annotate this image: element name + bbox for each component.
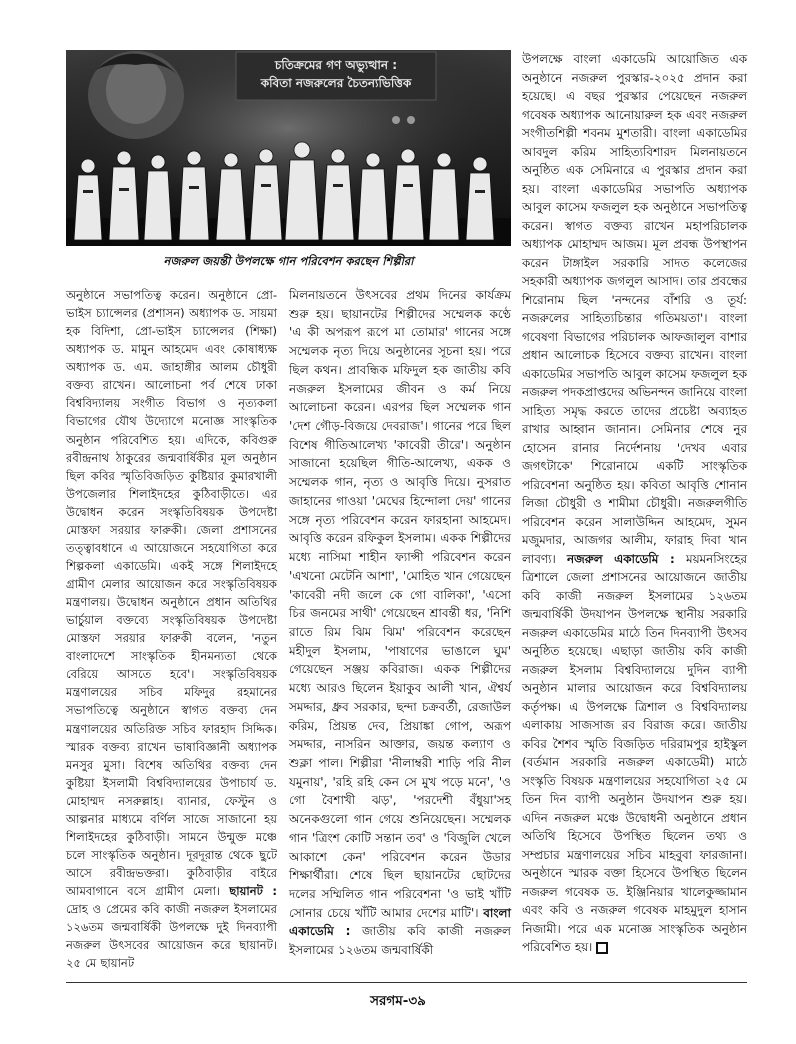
bangla-academy-paragraph: জাতীয় কবি কাজী নজরুল ইসলামের ১২৬তম জন্মবার্ষিকী [289,924,511,958]
bangla-academy-heading: বাংলা একাডেমি : [289,905,511,939]
nazrul-academy-paragraph: ময়মনসিংহের ত্রিশালে জেলা প্রশাসনের আয়োজনে জাতীয় কবি কাজী নজরুল ইসলামের ১২৬তম জন্মবার্ষিকী উদযাপন উপলক্ষে স্থানীয় সরকারি নজরুল একাডেমির মাঠে তিন দিনব্যাপী উৎসব অনুষ্ঠিত হয়েছে। এছাড়া জাতীয় কবি কাজী নজরুল ইসলাম বিশ্ববিদ্যালয়ে দুদিন ব্যাপী অনুষ্ঠান মালার আয়োজন করে বিশ্ববিদ্যালয় কর্তৃপক্ষ। এ উপলক্ষে ত্রিশাল ও বিশ্ববিদ্যালয় এলাকায় সাজসাজ রব বিরাজ করে। জাতীয় কবির শৈশব স্মৃতি বিজড়িত দরিরামপুর হাইস্কুল (বর্তমান সরকারি নজরুল একাডেমী) মাঠে সংস্কৃতি বিষয়ক মন্ত্রণালয়ের সহযোগিতা ২৫ মে তিন দিন ব্যাপী অনুষ্ঠান উদযাপন শুরু হয়। এদিন নজরুল মঞ্চে উদ্বোধনী অনুষ্ঠানে প্রধান অতিথি হিসেবে উপস্থিত ছিলেন তথ্য ও সম্প্রচার মন্ত্রণালয়ের সচিব মাহবুবা ফারজানা। অনুষ্ঠানে স্মারক বক্তা হিসেবে উপস্থিত ছিলেন নজরুল গবেষক ড. ইঞ্জিনিয়ার খালেকুজ্জামান এবং কবি ও নজরুল গবেষক মাহমুদুল হাসান নিজামী। পরে এক মনোজ্ঞ সাংস্কৃতিক অনুষ্ঠান পরিবেশিত হয়। [522,551,747,954]
nazrul-academy-heading: নজরুল একাডেমি : [566,551,675,566]
column-2-body [289,286,511,960]
article-column-2 [289,286,511,960]
photo-caption: নজরুল জয়ন্তী উপলক্ষে গান পরিবেশন করছেন শিল্পীরা [163,254,414,268]
chhayanaut-heading: ছায়ানট : [229,884,277,899]
column-3-paragraph: উপলক্ষে বাংলা একাডেমি আয়োজিত এক অনুষ্ঠানে নজরুল পুরস্কার-২০২৫ প্রদান করা হয়েছে। এ বছর পুরস্কার পেয়েছেন নজরুল গবেষক অধ্যাপক আনোয়ারুল হক এবং নজরুল সংগীতশিল্পী শবনম মুশতারী। বাংলা একাডেমির আবদুল করিম সাহিত্যবিশারদ মিলনায়তনে অনুষ্ঠিত এক সেমিনারে এ পুরস্কার প্রদান করা হয়। বাংলা একাডেমির সভাপতি অধ্যাপক আবুল কাসেম ফজলুল হক অনুষ্ঠানে সভাপতিত্ব করেন। স্বাগত বক্তব্য রাখেন মহাপরিচালক অধ্যাপক মোহাম্মদ আজম। মূল প্রবন্ধ উপস্থাপন করেন টাঙ্গাইল সরকারি সাদত কলেজের সহকারী অধ্যাপক জগলুল আসাদ। তার প্রবন্ধের শিরোনাম ছিল 'নন্দনের বাঁশরি ও তূর্য: নজরুলের সাহিত্যচিন্তার গতিময়তা'। বাংলা গবেষণা বিভাগের পরিচালক আফজালুল বাশার প্রধান আলোচক হিসেবে বক্তব্য রাখেন। বাংলা একাডেমির সভাপতি আবুল কাসেম ফজলুল হক নজরুল পদকপ্রাপ্তদের অভিনন্দন জানিয়ে বাংলা সাহিত্য সমৃদ্ধ করতে তাদের প্রচেষ্টা অব্যাহত রাখার আহ্বান জানান। সেমিনার শেষে নুর হোসেন রানার নির্দেশনায় 'দেখব এবার জগৎটাকে' শিরোনামে একটি সাংস্কৃতিক পরিবেশনা অনুষ্ঠিত হয়। কবিতা আবৃত্তি শোনান লিজা চৌধুরী ও শামীমা চৌধুরী। নজরুলগীতি পরিবেশন করেন সালাউদ্দিন আহমেদ, সুমন মজুমদার, আজগর আলীম, ফারাহ দিবা খান লাবণ্য। [522,52,747,566]
column-1-paragraph: অনুষ্ঠানে সভাপতিত্ব করেন। অনুষ্ঠানে প্রো-ভাইস চ্যান্সেলর (প্রশাসন) অধ্যাপক ড. সায়মা হক বিদিশা, প্রো-ভাইস চ্যান্সেলর (শিক্ষা) অধ্যাপক ড. মামুন আহমেদ এবং কোষাধ্যক্ষ অধ্যাপক ড. এম. জাহাঙ্গীর আলম চৌধুরী বক্তব্য রাখেন। আলোচনা পর্ব শেষে ঢাকা বিশ্ববিদ্যালয় সংগীত বিভাগ ও নৃত্যকলা বিভাগের যৌথ উদ্যোগে মনোজ্ঞ সাংস্কৃতিক অনুষ্ঠান পরিবেশিত হয়। এদিকে, কবিগুরু রবীন্দ্রনাথ ঠাকুরের জন্মবার্ষিকীর মূল অনুষ্ঠান ছিল কবির স্মৃতিবিজড়িত কুষ্টিয়ার কুমারখালী উপজেলার শিলাইদহের কুঠিবাড়ীতে। এর উদ্বোধন করেন সংস্কৃতিবিষয়ক উপদেষ্টা মোস্তফা সরয়ার ফারুকী। জেলা প্রশাসনের তত্ত্বাবধানে এ আয়োজনে সহযোগিতা করে শিল্পকলা একাডেমি। একই সঙ্গে শিলাইদহে গ্রামীণ মেলার আয়োজন করে সংস্কৃতিবিষয়ক মন্ত্রণালয়। উদ্বোধন অনুষ্ঠানে প্রধান অতিথির ভার্চুয়াল বক্তব্যে সংস্কৃতিবিষয়ক উপদেষ্টা মোস্তফা সরয়ার ফারুকী বলেন, 'নতুন বাংলাদেশে সাংস্কৃতিক হীনমন্যতা থেকে বেরিয়ে আসতে হবে'। সংস্কৃতিবিষয়ক মন্ত্রণালয়ের সচিব মফিদুর রহমানের সভাপতিত্বে অনুষ্ঠানে স্বাগত বক্তব্য দেন মন্ত্রণালয়ের অতিরিক্ত সচিব ফারহাদ সিদ্দিক। স্মারক বক্তব্য রাখেন ভাষাবিজ্ঞানী অধ্যাপক মনসুর মুসা। বিশেষ অতিথির বক্তব্য দেন কুষ্টিয়া ইসলামী বিশ্ববিদ্যালয়ের উপাচার্য ড. মোহাম্মদ নসরুল্লাহ। ব্যানার, ফেস্টুন ও আল্পনার মাধ্যমে বর্ণিল সাজে সাজানো হয় শিলাইদহের কুঠিবাড়ী। সামনে উন্মুক্ত মঞ্চে চলে সাংস্কৃতিক অনুষ্ঠান। দূরদূরান্ত থেকে ছুটে আসে রবীন্দ্রভক্তরা। কুঠিবাড়ীর বাইরে আমবাগানে বসে গ্রামীণ মেলা। [66,288,277,899]
column-1-body [66,286,277,972]
column-3-body [522,50,747,957]
page-number: সরগম-৩৯ [370,993,426,1009]
article-column-3 [522,50,747,957]
end-of-article-icon [596,942,608,954]
banner-line-2: কবিতা নজরুলের চৈতন্যভিত্তিক [260,76,412,90]
performance-photo [66,50,511,246]
chhayanaut-paragraph: দ্রোহ ও প্রেমের কবি কাজী নজরুল ইসলামের ১২৬তম জন্মবার্ষিকী উপলক্ষে দুই দিনব্যাপী নজরুল উৎসবের আয়োজন করে ছায়ানট। ২৫ মে ছায়ানট [66,902,277,971]
footer-rule [66,982,747,983]
article-column-1 [66,286,277,972]
banner-line-1: চতিক্রমের গণ অভ্যুত্থান : [274,58,398,72]
stage-illustration [66,50,511,246]
column-2-paragraph: মিলনায়তনে উৎসবের প্রথম দিনের কার্যক্রম শুরু হয়। ছায়ানটের শিল্পীদের সম্মেলক কণ্ঠে 'এ কী অপরূপ রূপে মা তোমার' গানের সঙ্গে সম্মেলক নৃত্য দিয়ে অনুষ্ঠানের সূচনা হয়। পরে ছিল কথন। প্রাবন্ধিক মফিদুল হক জাতীয় কবি নজরুল ইসলামের জীবন ও কর্ম নিয়ে আলোচনা করেন। এরপর ছিল সম্মেলক গান 'দেশ গৌড়-বিজয়ে দেবরাজ'। গানের পরে ছিল বিশেষ গীতিআলেখ্য 'কাবেরী তীরে'। অনুষ্ঠান সাজানো হয়েছিল গীতি-আলেখ্য, একক ও সম্মেলক গান, নৃত্য ও আবৃত্তি দিয়ে। নুসরাত জাহানের গাওয়া 'মেঘের হিন্দোলা দেয়' গানের সঙ্গে নৃত্য পরিবেশন করেন ফারহানা আহমেদ। আবৃত্তি করেন রফিকুল ইসলাম। একক শিল্পীদের মধ্যে নাসিমা শাহীন ফ্যান্সী পরিবেশন করেন 'এখনো মেটেনি আশা', 'মোহিত খান গেয়েছেন 'কাবেরী নদী জলে কে গো বালিকা', 'এসো চির জনমের সাথী' গেয়েছেন শ্রাবন্তী ধর, 'নিশি রাতে রিম ঝিম ঝিম' পরিবেশন করেছেন মহীদুল ইসলাম, 'পাষাণের ভাঙালে ঘুম' গেয়েছেন সঞ্জয় কবিরাজ। একক শিল্পীদের মধ্যে আরও ছিলেন ইয়াকুব আলী খান, ঐশ্বর্য সমদ্দার, ধ্রুব সরকার, ছন্দা চক্রবর্তী, রেজাউল করিম, প্রিয়ন্ত দেব, প্রিয়াঙ্কা গোপ, অরূপ সমদ্দার, নাসরিন আক্তার, জয়ন্ত কল্যাণ ও শুক্লা পাল। শিল্পীরা 'নীলাম্বরী শাড়ি পরি নীল যমুনায়', 'রহি রহি কেন সে মুখ পড়ে মনে', 'ও গো বৈশাখী ঝড়', 'পরদেশী বঁধুয়া'সহ অনেকগুলো গান গেয়ে শুনিয়েছেন। সম্মেলক গান 'ত্রিংশ কোটি সন্তান তব' ও 'বিজুলি খেলে আকাশে কেন' পরিবেশন করেন উডার শিক্ষার্থীরা। শেষে ছিল ছায়ানটের ছোটদের দলের সম্মিলিত গান পরিবেশনা 'ও ভাই খাঁটি সোনার চেয়ে খাঁটি আমার দেশের মাটি'। [289,288,511,920]
